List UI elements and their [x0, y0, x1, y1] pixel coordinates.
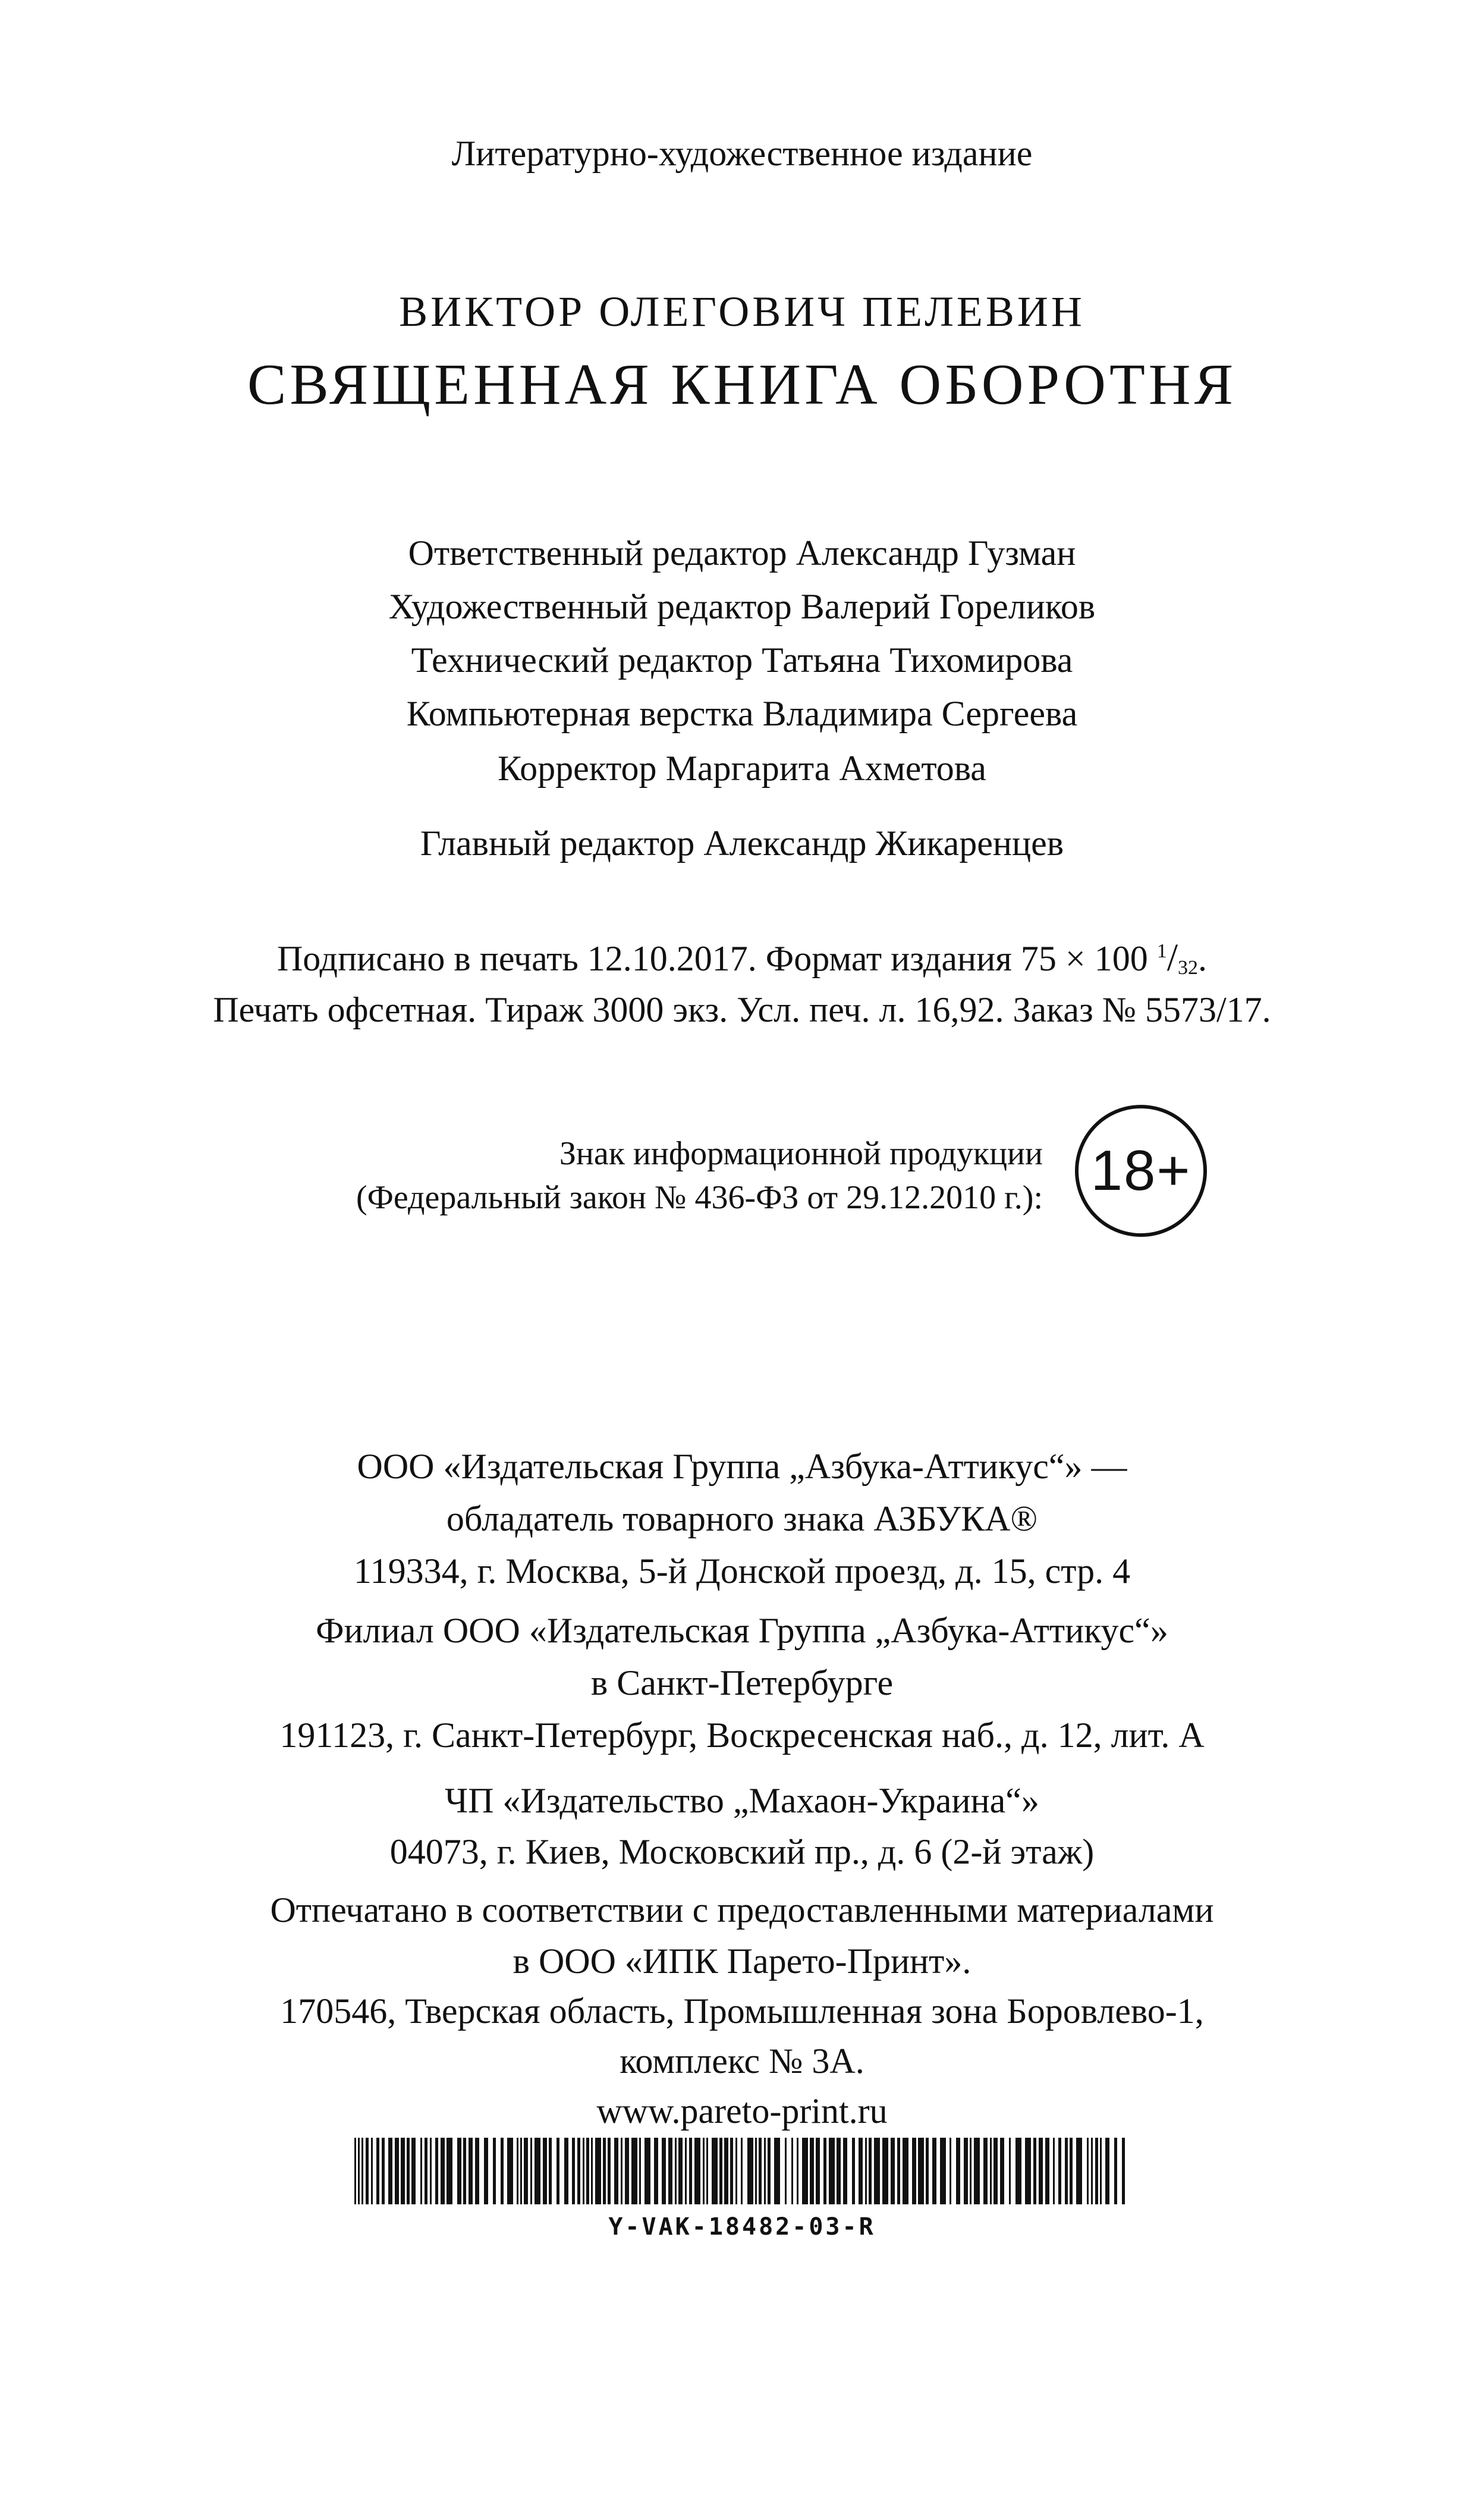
barcode-bar: [543, 2138, 547, 2204]
publisher-line: Филиал ООО «Издательская Группа „Азбука-Аттикус“»: [316, 1611, 1168, 1650]
barcode-bar: [852, 2138, 855, 2204]
barcode-bar: [735, 2138, 737, 2204]
publisher-line: обладатель товарного знака АЗБУКА®: [446, 1499, 1038, 1538]
barcode-bar: [376, 2138, 379, 2204]
barcode-code: Y-VAK-18482-03-R: [608, 2213, 876, 2241]
barcode-bar: [891, 2138, 895, 2204]
publisher-line: в ООО «ИПК Парето-Принт».: [513, 1941, 971, 1981]
barcode-bar: [993, 2138, 998, 2204]
barcode-bar: [662, 2138, 666, 2204]
barcode-bar: [1053, 2138, 1055, 2204]
barcode-bar: [940, 2138, 946, 2204]
barcode-bar: [837, 2138, 841, 2204]
barcode-bar: [435, 2138, 438, 2204]
barcode-bar: [755, 2138, 757, 2204]
book-title: СВЯЩЕННАЯ КНИГА ОБОРОТНЯ: [247, 353, 1237, 417]
barcode-bar: [689, 2138, 692, 2204]
barcode-bar: [802, 2138, 808, 2204]
publisher-website: www.pareto-print.ru: [596, 2091, 888, 2131]
barcode-bar: [964, 2138, 968, 2204]
barcode-bar: [675, 2138, 677, 2204]
barcode-bar: [530, 2138, 532, 2204]
format-fraction: [1156, 936, 1199, 979]
barcode-bar: [614, 2138, 618, 2204]
barcode-bar: [1091, 2138, 1093, 2204]
barcode-bar: [897, 2138, 900, 2204]
barcode-bar: [354, 2138, 356, 2204]
barcode-bar: [668, 2138, 672, 2204]
barcode-bar: [395, 2138, 399, 2204]
barcode-bar: [724, 2138, 728, 2204]
credit-line-art-editor: Художественный редактор Валерий Гореликов: [388, 587, 1096, 626]
barcode-bar: [823, 2138, 826, 2204]
barcode-bar: [603, 2138, 606, 2204]
barcode-bar: [441, 2138, 445, 2204]
barcode-bar: [703, 2138, 705, 2204]
barcode-bar: [1000, 2138, 1004, 2204]
barcode-bar: [816, 2138, 820, 2204]
barcode-bar: [956, 2138, 960, 2204]
barcode-bar: [654, 2138, 658, 2204]
publisher-line: в Санкт-Петербурге: [590, 1663, 894, 1702]
age-rating-label-1: Знак информационной продукции: [559, 1135, 1043, 1172]
barcode-bar: [843, 2138, 847, 2204]
barcode-bar: [949, 2138, 951, 2204]
barcode-bar: [685, 2138, 687, 2204]
age-rating-block: [0, 1100, 1484, 1243]
edition-type: Литературно-художественное издание: [451, 134, 1033, 173]
barcode-bar: [388, 2138, 392, 2204]
barcode-bar: [694, 2138, 700, 2204]
barcode-bar: [407, 2138, 410, 2204]
barcode-bar: [912, 2138, 916, 2204]
publisher-line: Отпечатано в соответствии с предоставленными материалами: [270, 1890, 1214, 1930]
barcode-bar: [358, 2138, 360, 2204]
barcode-bar: [865, 2138, 867, 2204]
publisher-line: 119334, г. Москва, 5-й Донской проезд, д. 15, стр. 4: [353, 1551, 1131, 1591]
barcode-bar: [759, 2138, 762, 2204]
barcode-bar: [556, 2138, 559, 2204]
publisher-line: 170546, Тверская область, Промышленная зона Боровлево-1,: [280, 1991, 1204, 2031]
barcode-bar: [1033, 2138, 1036, 2204]
barcode-bar: [712, 2138, 718, 2204]
barcode-bar: [463, 2138, 466, 2204]
barcode: [354, 2138, 1130, 2204]
barcode-bar: [366, 2138, 369, 2204]
print-info-line-1: [0, 938, 1484, 978]
credit-line-layout: Компьютерная верстка Владимира Сергеева: [406, 694, 1078, 733]
barcode-bar: [1070, 2138, 1073, 2204]
barcode-bar: [990, 2138, 992, 2204]
barcode-bar: [639, 2138, 641, 2204]
barcode-bar: [475, 2138, 479, 2204]
barcode-bar: [524, 2138, 528, 2204]
barcode-bar: [869, 2138, 872, 2204]
barcode-bar: [361, 2138, 363, 2204]
barcode-bar: [882, 2138, 888, 2204]
credit-line-proofreader: Корректор Маргарита Ахметова: [498, 749, 986, 788]
barcode-bar: [785, 2138, 787, 2204]
barcode-bar: [586, 2138, 589, 2204]
barcode-bar: [621, 2138, 622, 2204]
barcode-bar: [425, 2138, 427, 2204]
barcode-bar: [401, 2138, 405, 2204]
barcode-bar: [706, 2138, 708, 2204]
barcode-bar: [983, 2138, 988, 2204]
barcode-bar: [829, 2138, 835, 2204]
barcode-bar: [719, 2138, 722, 2204]
credit-line-chief-editor: Главный редактор Александр Жикаренцев: [420, 824, 1064, 863]
barcode-bar: [420, 2138, 422, 2204]
barcode-bar: [564, 2138, 568, 2204]
barcode-bar: [932, 2138, 936, 2204]
barcode-bar: [1105, 2138, 1109, 2204]
barcode-bar: [549, 2138, 552, 2204]
age-rating-label-2: (Федеральный закон № 436-ФЗ от 29.12.2010 г.):: [356, 1179, 1043, 1216]
barcode-bar: [791, 2138, 793, 2204]
publisher-line: 191123, г. Санкт-Петербург, Воскресенская наб., д. 12, лит. А: [279, 1716, 1205, 1755]
barcode-bar: [1095, 2138, 1098, 2204]
barcode-bar: [1058, 2138, 1061, 2204]
barcode-bar: [577, 2138, 580, 2204]
barcode-bar: [741, 2138, 743, 2204]
barcode-bar: [572, 2138, 575, 2204]
barcode-bar: [1025, 2138, 1031, 2204]
barcode-bar: [1045, 2138, 1049, 2204]
barcode-bar: [517, 2138, 518, 2204]
barcode-bar: [903, 2138, 908, 2204]
barcode-bar: [974, 2138, 980, 2204]
format-numerator: 1: [1156, 940, 1167, 962]
barcode-bar: [501, 2138, 504, 2204]
barcode-bar: [595, 2138, 601, 2204]
barcode-bar: [797, 2138, 798, 2204]
barcode-bar: [535, 2138, 540, 2204]
barcode-bar: [430, 2138, 432, 2204]
format-slash: /: [1167, 936, 1178, 979]
publisher-line: ЧП «Издательство „Махаон-Украина“»: [445, 1781, 1039, 1820]
barcode-bar: [764, 2138, 766, 2204]
barcode-bar: [583, 2138, 584, 2204]
print-info-text: Подписано в печать 12.10.2017. Формат издания 75 × 100: [276, 939, 1157, 978]
barcode-bar: [469, 2138, 473, 2204]
barcode-bar: [747, 2138, 753, 2204]
format-denominator: 32: [1178, 957, 1199, 979]
barcode-bar: [1015, 2138, 1021, 2204]
barcode-bar: [874, 2138, 880, 2204]
barcode-bar: [1122, 2138, 1125, 2204]
barcode-bar: [1039, 2138, 1043, 2204]
credit-line-editor: Ответственный редактор Александр Гузман: [408, 533, 1076, 573]
barcode-bar: [493, 2138, 496, 2204]
barcode-bar: [926, 2138, 929, 2204]
barcode-bar: [859, 2138, 863, 2204]
barcode-bar: [644, 2138, 650, 2204]
publisher-line: комплекс № 3А.: [620, 2041, 864, 2081]
barcode-bar: [810, 2138, 814, 2204]
barcode-bar: [507, 2138, 513, 2204]
barcode-bar: [1087, 2138, 1089, 2204]
barcode-bar: [1009, 2138, 1011, 2204]
barcode-bar: [730, 2138, 733, 2204]
print-info-line-2: Печать офсетная. Тираж 3000 экз. Усл. печ. л. 16,92. Заказ № 5573/17.: [213, 990, 1271, 1029]
publisher-line: ООО «Издательская Группа „Азбука-Аттикус“» —: [357, 1447, 1127, 1486]
credit-line-tech-editor: Технический редактор Татьяна Тихомирова: [411, 640, 1073, 680]
barcode-bar: [371, 2138, 373, 2204]
barcode-bar: [484, 2138, 488, 2204]
barcode-bar: [1100, 2138, 1102, 2204]
barcode-bar: [457, 2138, 461, 2204]
barcode-bar: [591, 2138, 593, 2204]
barcode-bar: [970, 2138, 971, 2204]
barcode-bar: [768, 2138, 771, 2204]
barcode-bar: [1076, 2138, 1082, 2204]
publisher-line: 04073, г. Киев, Московский пр., д. 6 (2-й этаж): [389, 1832, 1095, 1871]
barcode-bar: [520, 2138, 522, 2204]
barcode-bar: [678, 2138, 683, 2204]
barcode-bar: [382, 2138, 385, 2204]
barcode-bar: [608, 2138, 611, 2204]
barcode-bar: [918, 2138, 924, 2204]
book-author: ВИКТОР ОЛЕГОВИЧ ПЕЛЕВИН: [399, 288, 1085, 335]
barcode-bar: [411, 2138, 416, 2204]
barcode-bar: [447, 2138, 452, 2204]
barcode-bar: [774, 2138, 780, 2204]
print-info-suffix: .: [1198, 939, 1208, 978]
age-rating-badge: 18+: [1075, 1105, 1207, 1237]
barcode-bar: [625, 2138, 629, 2204]
barcode-bar: [1065, 2138, 1068, 2204]
barcode-bar: [631, 2138, 637, 2204]
barcode-bar: [1114, 2138, 1117, 2204]
